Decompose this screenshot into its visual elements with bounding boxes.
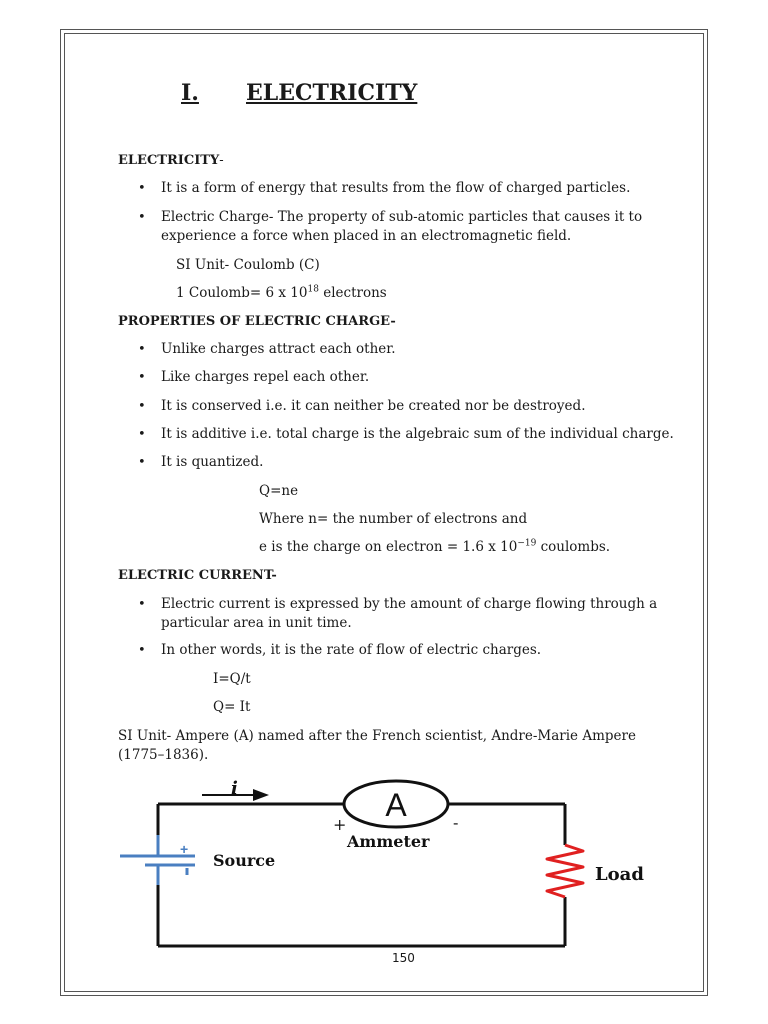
si-unit-ampere: SI Unit- Ampere (A) named after the French scientist, Andre-Marie Ampere [118, 728, 636, 744]
list-item: Unlike charges attract each other. [161, 341, 396, 357]
circuit-diagram [115, 775, 667, 950]
formula-q-ne: Q=ne [259, 483, 299, 499]
heading-electricity-text: ELECTRICITY [118, 153, 220, 168]
load-label: Load [595, 864, 644, 885]
current-symbol: i [231, 778, 238, 799]
heading-properties: PROPERTIES OF ELECTRIC CHARGE- [118, 314, 396, 329]
bullet-dot: • [138, 210, 146, 225]
formula-where: Where n= the number of electrons and [259, 511, 528, 527]
title-number: I. [181, 80, 199, 106]
list-item: It is quantized. [161, 454, 264, 470]
heading-electricity [118, 153, 224, 168]
page-title: ELECTRICITY [246, 80, 418, 106]
bullet-dot: • [138, 597, 146, 612]
ammeter-symbol: A [385, 787, 407, 823]
charge-exponent: −19 [517, 538, 537, 549]
bullet-dot: • [138, 370, 146, 385]
coulomb-prefix: 1 Coulomb= 6 x 10 [176, 285, 308, 301]
bullet-dot: • [138, 342, 146, 357]
si-unit-coulomb: SI Unit- Coulomb (C) [176, 257, 320, 273]
circuit-wires [158, 804, 565, 946]
coulomb-suffix: electrons [318, 285, 387, 301]
ammeter-plus: + [333, 815, 347, 834]
bullet-dot: • [138, 455, 146, 470]
list-item: Like charges repel each other. [161, 369, 370, 385]
bullet-dot: • [138, 181, 146, 196]
bullet-dot: • [138, 643, 146, 658]
page-number: 150 [392, 951, 415, 965]
coulomb-definition [176, 285, 387, 301]
battery-plus-sign: + [180, 841, 189, 857]
electron-charge [259, 539, 610, 555]
coulomb-exponent: 18 [307, 284, 319, 295]
list-item: Electric current is expressed by the amount of charge flowing through a [161, 596, 658, 612]
list-item: Electric Charge- The property of sub-atomic particles that causes it to [161, 209, 643, 225]
heading-current: ELECTRIC CURRENT- [118, 568, 277, 583]
charge-suffix: coulombs. [536, 539, 611, 555]
source-label: Source [213, 851, 276, 870]
heading-electricity-suffix: - [219, 153, 224, 168]
formula-i-q-t: I=Q/t [213, 671, 251, 687]
current-arrow-head [253, 789, 269, 801]
list-item: It is conserved i.e. it can neither be created nor be destroyed. [161, 398, 586, 414]
list-item-continuation: particular area in unit time. [161, 615, 352, 631]
list-item: It is a form of energy that results from the flow of charged particles. [161, 180, 631, 196]
bullet-dot: • [138, 427, 146, 442]
charge-prefix: e is the charge on electron = 1.6 x 10 [259, 539, 518, 555]
ammeter-minus: - [453, 813, 459, 832]
ammeter-label: Ammeter [347, 832, 430, 851]
resistor-icon [547, 845, 583, 897]
bullet-dot: • [138, 399, 146, 414]
formula-q-it: Q= It [213, 699, 251, 715]
list-item-continuation: experience a force when placed in an electromagnetic field. [161, 228, 572, 244]
list-item: It is additive i.e. total charge is the algebraic sum of the individual charge. [161, 426, 674, 442]
si-unit-ampere-years: (1775–1836). [118, 747, 209, 763]
list-item: In other words, it is the rate of flow of electric charges. [161, 642, 542, 658]
